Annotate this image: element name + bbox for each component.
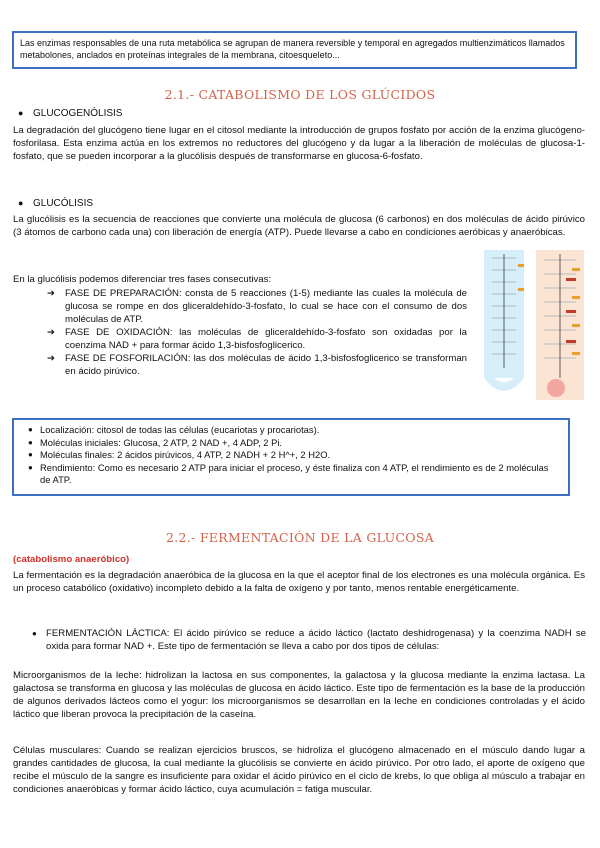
bullet-icon: ● — [28, 437, 33, 447]
bullet-icon: ● — [28, 450, 33, 459]
arrow-right-icon: ➔ — [47, 353, 56, 364]
glycolysis-diagram — [478, 248, 590, 404]
bullet-icon: ● — [28, 462, 33, 472]
section1-title: 2.1.- CATABOLISMO DE LOS GLÚCIDOS — [164, 87, 436, 102]
summary-item: ● Moléculas iniciales: Glucosa, 2 ATP, 2 NAD +, 4 ADP, 2 Pi. — [28, 436, 283, 448]
bullet-icon: ● — [32, 629, 37, 638]
arrow-right-icon: ➔ — [47, 327, 56, 338]
fermentation-intro: La fermentación es la degradación anaeróbica de la glucosa en la que el aceptor final de los electrones es una molécula orgánica. Es un proceso catabólico (oxidativo) incompleto debido a la falta de oxígeno y por tanto, menos rentable energéticamente. — [13, 570, 585, 594]
glucolisis-heading: ● GLUCÓLISIS — [18, 198, 94, 209]
glucolisis-text: La glucólisis es la secuencia de reacciones que convierte una molécula de glucosa (6 carbonos) en dos moléculas de ácido pirúvico (3 átomos de carbono cada una) con liberación de energía (ATP). Puede llevarse a cabo en condiciones aeróbicas y anaeróbicas. — [13, 214, 585, 238]
bullet-icon: ● — [18, 108, 24, 118]
lactic-fermentation-item: ● FERMENTACIÓN LÁCTICA: El ácido pirúvico se reduce a ácido láctico (lactato deshidrogenasa) y la coenzima NADH se oxida para formar NAD +. Este tipo de fermentación se lleva a cabo por dos tipos de células: — [32, 628, 586, 652]
summary-item: ● Rendimiento: Como es necesario 2 ATP para iniciar el proceso, y éste finaliza con 4 ATP, el rendimiento es de 2 moléculas de ATP. — [28, 461, 549, 485]
intro-box-text: Las enzimas responsables de una ruta metabólica se agrupan de manera reversible y temporal en agregados multienzimáticos llamados metabolones, anclados en proteínas integrales de la membrana, citoesqueleto... — [20, 38, 565, 60]
phases-list — [47, 287, 467, 378]
summary-item: ● Localización: citosol de todas las células (eucariotas y procariotas). — [28, 424, 320, 435]
glucogenolisis-heading: ● GLUCOGENÓLISIS — [18, 108, 123, 119]
section2-title: 2.2.- FERMENTACIÓN DE LA GLUCOSA — [165, 530, 435, 545]
bullet-icon: ● — [28, 425, 33, 434]
phase-item: ➔ FASE DE PREPARACIÓN: consta de 5 reacciones (1-5) mediante las cuales la molécula de glucosa se rompe en dos gliceraldehído-3-fosfato, lo cual se hace con el consumo de dos moléculas de ATP. — [47, 288, 467, 325]
intro-box — [12, 31, 577, 69]
pyruvate-node — [547, 379, 565, 397]
section2-subtitle: (catabolismo anaeróbico) — [13, 554, 130, 565]
glucogenolisis-text: La degradación del glucógeno tiene lugar en el citosol mediante la introducción de grupos fosfato por acción de la enzima glucógeno-fosforilasa. Esta enzima actúa en los extremos no reductores del glucógeno y da lugar a la liberación de moléculas de glucosa-1-fosfato, que se pueden incorporar a la glucólisis después de transformarse en glucosa-6-fosfato. — [13, 125, 585, 162]
phases-intro: En la glucólisis podemos diferenciar tres fases consecutivas: — [13, 274, 272, 285]
bullet-icon: ● — [18, 198, 24, 208]
muscle-cells-text: Células musculares: Cuando se realizan ejercicios bruscos, se hidroliza el glucógeno almacenado en el músculo dando lugar a grandes cantidades de glucosa, la cual mediante la glucólisis se convierte en ácido pirúvico. Por otro lado, el aporte de oxígeno que recibe el músculo de la sangre es insuficiente para oxidar el ácido pirúvico en el ciclo de krebs, lo que obliga al músculo a trabajar en condiciones anaeróbicas y formar ácido láctico, cuya acumulación = fatiga muscular. — [13, 745, 585, 795]
microorganisms-text: Microorganismos de la leche: hidrolizan la lactosa en sus componentes, la galactosa y la glucosa mediante la enzima lactasa. La galactosa se transforma en glucosa y las moléculas de glucosa en ácido láctico. Este tipo de fermentación es la base de la producción de algunos derivados lácteos como el yogur: los microorganismos se desarrollan en la leche en condiciones controladas y el ácido láctico que liberan provoca la precipitación de la caseína. — [13, 670, 585, 720]
summary-item: ● Moléculas finales: 2 ácidos pirúvicos, 4 ATP, 2 NADH + 2 H^+, 2 H2O. — [28, 449, 331, 460]
summary-box — [12, 418, 570, 496]
phase-item: ➔ FASE DE FOSFORILACIÓN: las dos moléculas de ácido 1,3-bisfosfoglicerico se transforman en ácido pirúvico. — [47, 353, 467, 377]
arrow-right-icon: ➔ — [47, 288, 56, 299]
phase-item: ➔ FASE DE OXIDACIÓN: las moléculas de gliceraldehído-3-fosfato son oxidadas por la coenzima NAD + para formar ácido 1,3-bisfosfoglicerico. — [47, 327, 467, 351]
